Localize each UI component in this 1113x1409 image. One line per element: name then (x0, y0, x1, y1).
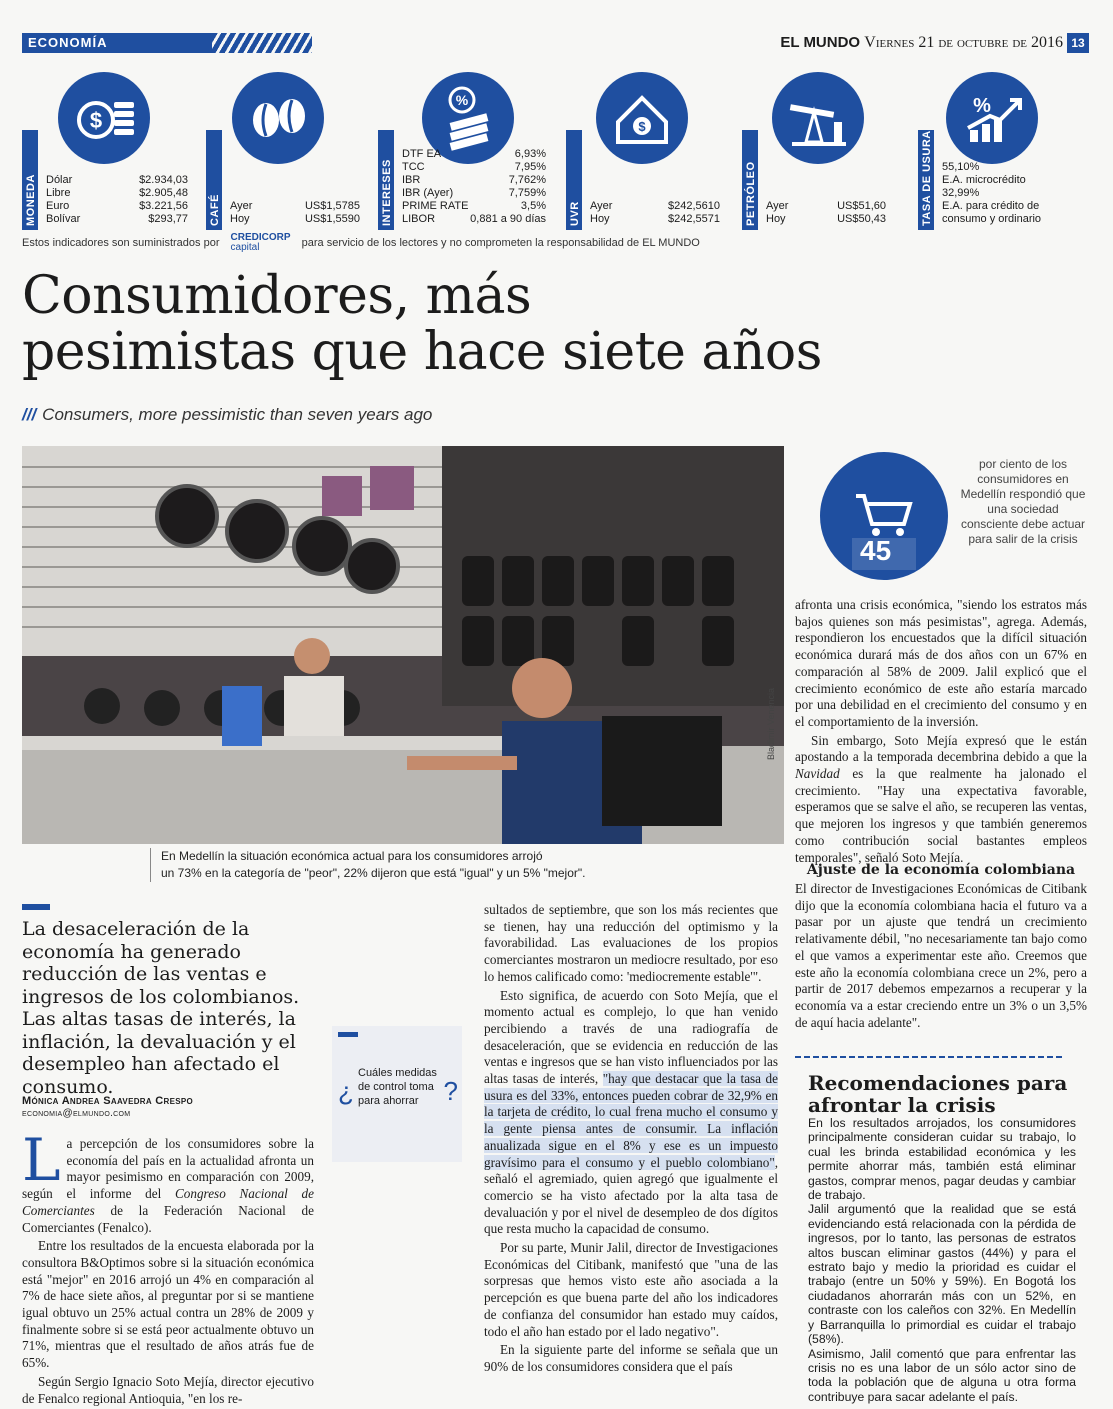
indicator-label: INTERESES (378, 130, 394, 230)
indicator-row: consumo y ordinario (942, 213, 1042, 225)
body-paragraph: sultados de septiembre, que son los más recientes que se tienen, hay una reducción del optimismo y la favorabilidad. Las evaluaciones de los propios comerciantes mostraron un mediocre resultado, por eso lo hemos calificado como: 'mediocremente estable'". (484, 902, 778, 984)
body-paragraph: Entre los resultados de la encuesta elaborada por la consultora B&Optimos sobre si la situación económica está "mejor" en 2016 arrojó un 4% en comparación al 7% de hace siete años, al preguntar por si se mantiene igual obtuvo un 25% actual contra un 28% de 2009 y finalmente sobre si se está peor actualmente obtuvo un 71%, mientras que el resultado de años atrás fue de 65%. (22, 1238, 314, 1371)
recommendations-body (808, 1116, 1076, 1404)
indicator-label: TASA DE USURA (918, 130, 934, 230)
indicator-row: LIBOR 0,881 a 90 días (402, 213, 546, 225)
indicator-intereses (378, 72, 546, 230)
recommendations-title: Recomendaciones para afrontar la crisis (808, 1071, 1068, 1117)
section-tag: ECONOMÍA (22, 33, 312, 53)
headline: Consumidores, más pesimistas que hace siete años (22, 266, 822, 382)
photo-credit: Bladimir Venencia (766, 687, 776, 760)
indicator-row: Libre $2.905,48 (46, 187, 188, 199)
masthead (780, 34, 1063, 52)
indicator-tasa-usura (918, 72, 1088, 230)
body-paragraph: En la siguiente parte del informe se señala que un 90% de los consumidores considera que el país (484, 1342, 778, 1374)
indicator-row: Ayer US$51,60 (766, 200, 886, 212)
indicator-row: PRIME RATE 3,5% (402, 200, 546, 212)
growth-percent-icon (946, 72, 1038, 164)
stat-number: 45 (860, 535, 892, 566)
indicator-row: TCC 7,95% (402, 161, 546, 173)
indicator-uvr (566, 72, 726, 230)
drop-cap: L (22, 1126, 61, 1194)
indicator-row: IBR (Ayer) 7,759% (402, 187, 546, 199)
body-paragraph: La percepción de los consumidores sobre la economía del país en la actualidad afronta un mayor pesimismo en comparación con 2009, según el informe del Congreso Nacional de Comerciantes de la Federación Nacional de Comerciantes (Fenalco). (22, 1126, 314, 1235)
store-photo (22, 446, 784, 844)
indicator-label: CAFÉ (206, 130, 222, 230)
svg-text:%: % (455, 92, 469, 108)
indicator-label: UVR (566, 130, 582, 230)
question-mark-open: ¿ (338, 1076, 354, 1106)
body-paragraph: En los resultados arrojados, los consumidores principalmente consideran cuidar su trabajo, lo cual les brinda estabilidad económica y les permite ahorrar más, también está eliminar gastos, comprar menos, pagar deudas y cambiar de trabajo. (808, 1116, 1076, 1203)
section-marker (22, 904, 50, 910)
photo-caption: En Medellín la situación económica actual para los consumidores arrojó un 73% en la categoría de "peor", 22% dijeron que está "igual" y un 5% "mejor". (150, 848, 780, 882)
indicator-row: Euro $3.221,56 (46, 200, 188, 212)
indicator-row: Hoy US$50,43 (766, 213, 886, 225)
oil-pump-icon (772, 72, 864, 164)
body-paragraph: Esto significa, de acuerdo con Soto Mejía, que el momento actual es complejo, lo que han venido percibiendo a través de una radiografía de desaceleración, que se evidencia en reducción de las ventas e ingresos que se han visto influenciados por las altas tasas de interés, "hay que destacar que la tasa de usura es del 33%, entonces pueden cobrar de 32,9% en la tarjeta de crédito, lo cual frena mucho el consumo y la gente piensa antes de consumir. La inflación anualizada sigue en el 8% y ese es un impuesto gravísimo para el consumo y el pueblo colombiano", señaló el agremiado, quien agregó que igualmente el comercio se ha visto afectado por la alta tasa de devaluación y por el nivel de desempleo de dos dígitos que resta mucho la capacidad de consumo. (484, 987, 778, 1237)
question-box: ¿ Cuáles medidas de control toma para ahorrar ? (332, 1026, 462, 1162)
author-email: economia@elmundo.com (22, 1108, 131, 1119)
coffee-beans-icon (232, 72, 324, 164)
body-column-2 (484, 902, 778, 1378)
page-number: 13 (1067, 33, 1089, 53)
body-column-1 (22, 1126, 314, 1409)
indicator-cafe (206, 72, 362, 230)
body-paragraph: Sin embargo, Soto Mejía expresó que le están apostando a la temporada decembrina debido a que la Navidad es la que realmente ha jalonado el crecimiento. "Hay una expectativa favorable, esperamos que se salve el año, se recuperen las ventas, que mejoren los ingresos y que también generemos como contribución social bastantes empleos temporales", señaló Soto Mejía. (795, 732, 1087, 865)
indicator-moneda (22, 72, 190, 230)
body-paragraph: El director de Investigaciones Económicas de Citibank dijo que la economía colombiana hacia el futuro va a pasar por un ajuste que tendrá un crecimiento relativamente débil, "no necesariamente tan bajo como el que vamos a experimentar este año. Creemos que este año la economía colombiana crece un 2%, pero a partir de 2017 debemos empezarnos a recuperar y la economía va a estar creciendo entre un 3% o un 3,5% de aquí hacia adelante". (795, 881, 1087, 1030)
question-mark-close: ? (443, 1076, 458, 1106)
indicator-petroleo (742, 72, 902, 230)
paper-name: EL MUNDO (780, 34, 861, 51)
indicator-row: E.A. para crédito de (942, 200, 1040, 212)
credicorp-logo: CREDICORP capital (230, 232, 291, 253)
indicator-row: 32,99% (942, 187, 980, 199)
svg-text:%: % (973, 95, 991, 117)
indicator-row: IBR 7,762% (402, 174, 546, 186)
sources-note: Estos indicadores son suministrados por CREDICORP capital para servicio de los lectores y no comprometen la responsabilidad de EL MUNDO (22, 232, 700, 253)
subheadline: /// Consumers, more pessimistic than seven years ago (22, 405, 433, 424)
highlighted-quote: "hay que destacar que la tasa de usura es del 33%, entonces pueden cobrar de 32,9% en la tarjeta de crédito, lo cual frena mucho el consumo y la gente piensa antes de consumir. La inflación anualizada sigue en el 8% y ese es un impuesto gravísimo para el consumo y el pueblo colombiano" (484, 1071, 778, 1170)
body-column-3-continued (795, 881, 1087, 1033)
indicator-row: 55,10% (942, 161, 980, 173)
svg-text:$: $ (638, 119, 646, 134)
house-dollar-icon (596, 72, 688, 164)
indicator-label: PETRÓLEO (742, 130, 758, 230)
divider (795, 1056, 1065, 1058)
indicator-row: E.A. microcrédito (942, 174, 1026, 186)
svg-text:$: $ (89, 108, 103, 133)
body-paragraph: Asimismo, Jalil comentó que para enfrentar las crisis no es una labor de un sólo actor sino de toda la población que de alguna u otra forma contribuye para sacar adelante el país. (808, 1346, 1076, 1404)
indicator-row: Hoy $242,5571 (590, 213, 720, 225)
body-paragraph: Según Sergio Ignacio Soto Mejía, director ejecutivo de Fenalco regional Antioquia, "en los re- (22, 1373, 314, 1406)
body-paragraph: Jalil argumentó que la realidad que se está evidenciando está relacionada con la pérdida de ingresos, por lo tanto, las personas de estratos altos buscan eliminar gastos (44%) y para el estrato bajo y medio la prioridad es cuidar el trabajo (entre un 50% y 59%). En Bogotá los ciudadanos ahorrarán más con un 52%, en contraste con los caleños con 32%. En Medellín y Barranquilla lo primordial es cuidar el trabajo (58%). (808, 1202, 1076, 1347)
indicator-row: Bolívar $293,77 (46, 213, 188, 225)
indicator-label: MONEDA (22, 130, 38, 230)
coins-dollar-icon (58, 72, 150, 164)
indicator-row: Ayer $242,5610 (590, 200, 720, 212)
indicator-row: DTF EA 6,93% (402, 148, 546, 160)
indicator-row: Hoy US$1,5590 (230, 213, 360, 225)
lead-paragraph: La desaceleración de la economía ha generado reducción de las ventas e ingresos de los colombianos. Las altas tasas de interés, la inflación, la devaluación y el desempleo han afectado el consumo. (22, 918, 300, 1098)
author-name: Mónica Andrea Saavedra Crespo (22, 1095, 194, 1107)
indicator-row: Ayer US$1,5785 (230, 200, 360, 212)
stat-description: por ciento de los consumidores en Medellín respondió que una sociedad consciente debe actuar para salir de la crisis (960, 457, 1086, 546)
body-paragraph: afronta una crisis económica, "siendo los estratos más bajos quienes son más pesimistas", agrega. Además, respondieron los encuestados que la difícil situación económica durará más de dos años con un 67% en comparación al 58% de 2009. Jalil explicó que el crecimiento económico de este año estaría marcado por una debilidad en el crecimiento del consumo y en el comportamiento de la inversión. (795, 597, 1087, 729)
body-column-3 (795, 597, 1087, 868)
issue-date: Viernes 21 de octubre de 2016 (864, 34, 1063, 51)
section-subheading: Ajuste de la economía colombiana (806, 862, 1076, 878)
body-paragraph: Por su parte, Munir Jalil, director de Investigaciones Económicas del Citibank, manifestó que "una de las sorpresas que hemos visto este año asociada a la percepción es que buena parte del año los indicadores de confianza del consumidor han estado muy caídos, todo el año han estado por el lado negativo". (484, 1240, 778, 1339)
indicator-row: Dólar $2.934,03 (46, 174, 188, 186)
